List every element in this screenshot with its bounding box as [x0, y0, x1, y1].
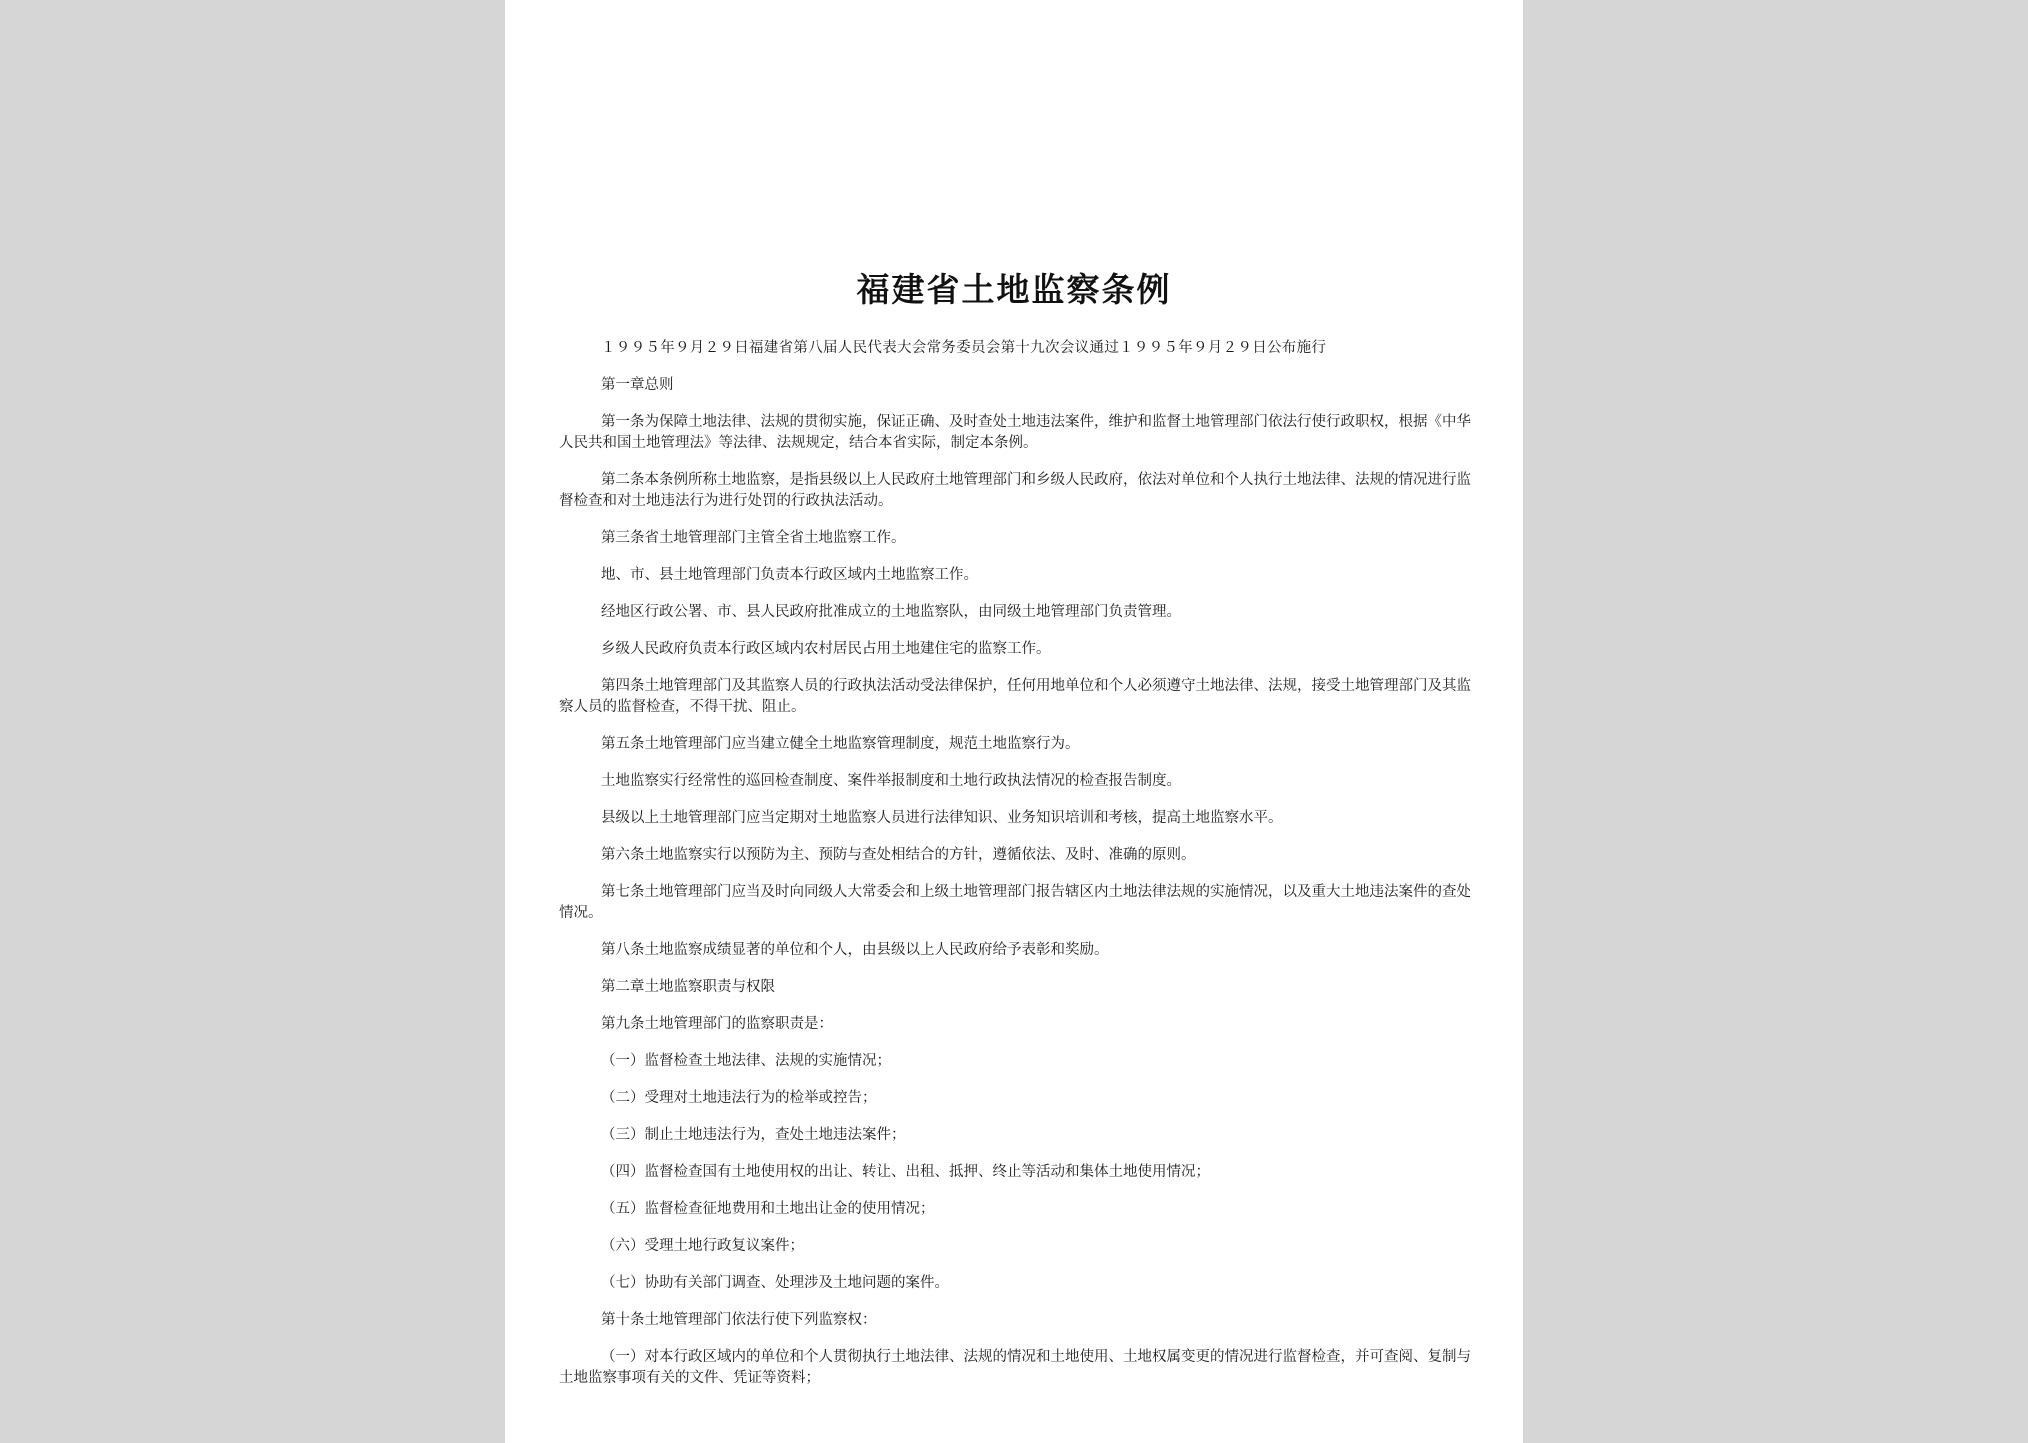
list-item: （五）监督检查征地费用和土地出让金的使用情况； — [601, 1201, 935, 1217]
article-paragraph: 土地监察实行经常性的巡回检查制度、案件举报制度和土地行政执法情况的检查报告制度。 — [601, 773, 1181, 789]
list-item: （三）制止土地违法行为，查处土地违法案件； — [601, 1127, 906, 1143]
article-paragraph: 乡级人民政府负责本行政区域内农村居民占用土地建住宅的监察工作。 — [601, 641, 1051, 657]
article-paragraph: 第三条省土地管理部门主管全省土地监察工作。 — [601, 530, 906, 546]
article-paragraph: 第六条土地监察实行以预防为主、预防与查处相结合的方针，遵循依法、及时、准确的原则。 — [601, 847, 1196, 863]
list-item: （一）监督检查土地法律、法规的实施情况； — [601, 1053, 891, 1069]
chapter-heading: 第二章土地监察职责与权限 — [601, 979, 775, 995]
article-paragraph: 第七条土地管理部门应当及时向同级人大常委会和上级土地管理部门报告辖区内土地法律法规的实施情况，以及重大土地违法案件的查处情况。 — [559, 884, 1471, 921]
adoption-note: １９９５年９月２９日福建省第八届人民代表大会常务委员会第十九次会议通过１９９５年９月２９日公布施行 — [601, 340, 1327, 356]
list-item: （七）协助有关部门调查、处理涉及土地问题的案件。 — [601, 1275, 949, 1291]
list-item: （二）受理对土地违法行为的检举或控告； — [601, 1090, 877, 1106]
article-paragraph: 第九条土地管理部门的监察职责是： — [601, 1016, 833, 1032]
document-title: 福建省土地监察条例 — [856, 270, 1172, 309]
list-item: （四）监督检查国有土地使用权的出让、转让、出租、抵押、终止等活动和集体土地使用情况； — [601, 1164, 1210, 1180]
article-paragraph: 第一条为保障土地法律、法规的贯彻实施，保证正确、及时查处土地违法案件，维护和监督土地管理部门依法行使行政职权，根据《中华人民共和国土地管理法》等法律、法规规定，结合本省实际，制定本条例。 — [559, 414, 1471, 451]
document-page — [505, 0, 1523, 1443]
article-paragraph: 第五条土地管理部门应当建立健全土地监察管理制度，规范土地监察行为。 — [601, 736, 1080, 752]
document-body — [559, 338, 1471, 1405]
article-paragraph: 县级以上土地管理部门应当定期对土地监察人员进行法律知识、业务知识培训和考核，提高土地监察水平。 — [601, 810, 1283, 826]
list-item: （一）对本行政区域内的单位和个人贯彻执行土地法律、法规的情况和土地使用、土地权属变更的情况进行监督检查，并可查阅、复制与土地监察事项有关的文件、凭证等资料； — [559, 1349, 1471, 1386]
chapter-heading: 第一章总则 — [601, 377, 674, 393]
article-paragraph: 第十条土地管理部门依法行使下列监察权： — [601, 1312, 877, 1328]
list-item: （六）受理土地行政复议案件； — [601, 1238, 804, 1254]
article-paragraph: 第四条土地管理部门及其监察人员的行政执法活动受法律保护，任何用地单位和个人必须遵守土地法律、法规，接受土地管理部门及其监察人员的监督检查，不得干扰、阻止。 — [559, 678, 1471, 715]
article-paragraph: 经地区行政公署、市、县人民政府批准成立的土地监察队，由同级土地管理部门负责管理。 — [601, 604, 1181, 620]
article-paragraph: 地、市、县土地管理部门负责本行政区域内土地监察工作。 — [601, 567, 978, 583]
article-paragraph: 第八条土地监察成绩显著的单位和个人，由县级以上人民政府给予表彰和奖励。 — [601, 942, 1109, 958]
article-paragraph: 第二条本条例所称土地监察，是指县级以上人民政府土地管理部门和乡级人民政府，依法对单位和个人执行土地法律、法规的情况进行监督检查和对土地违法行为进行处罚的行政执法活动。 — [559, 472, 1471, 509]
